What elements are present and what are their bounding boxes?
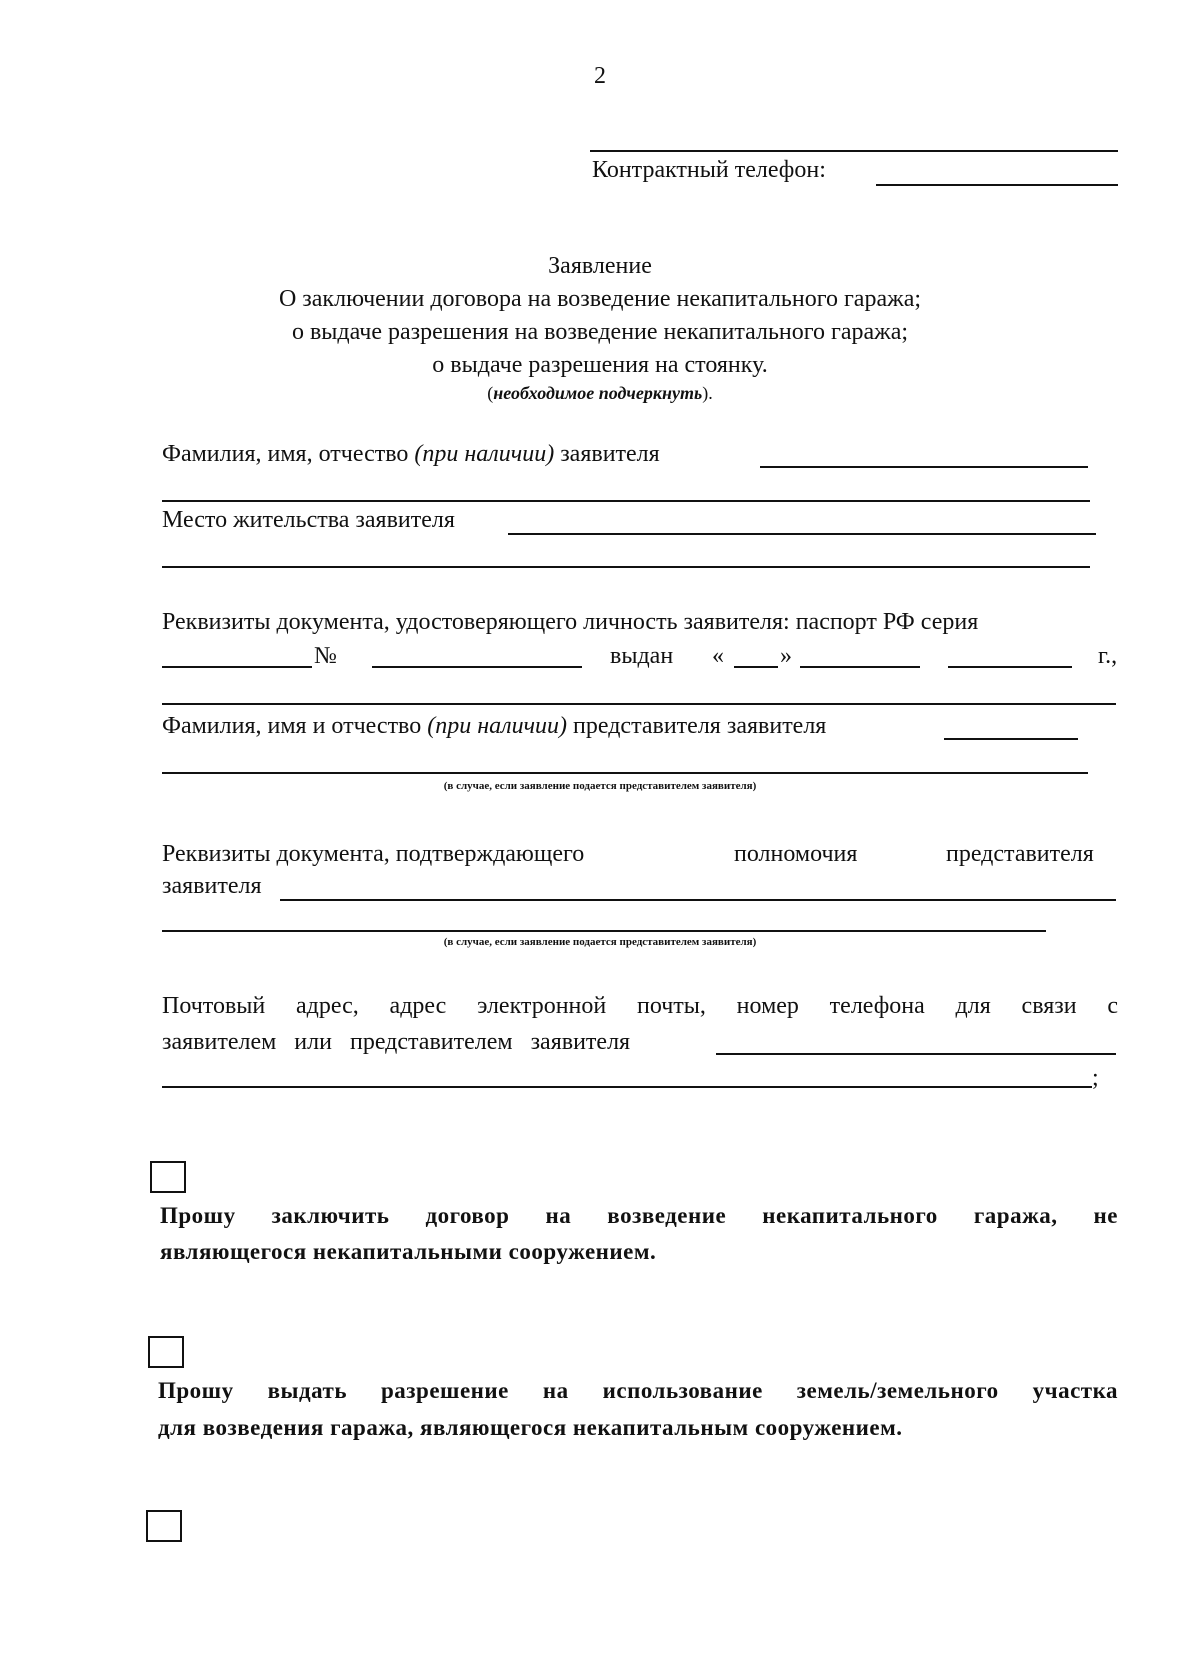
option-1-text-2: являющегося некапитальными сооружением. <box>160 1239 657 1264</box>
passport-series-field[interactable] <box>162 666 312 668</box>
issue-day-field[interactable] <box>734 666 778 668</box>
rep-doc-field[interactable] <box>280 899 1116 901</box>
option-2-text-2: для возведения гаража, являющегося некапитальным сооружением. <box>158 1415 903 1440</box>
issued-by-field[interactable] <box>162 703 1116 705</box>
issue-month-field[interactable] <box>800 666 920 668</box>
title-note: (необходимое подчеркнуть). <box>487 383 713 403</box>
year-suffix: г., <box>1098 643 1118 669</box>
contact-label-2: заявителем или представителем заявителя <box>162 1029 631 1055</box>
rep-name-note: (в случае, если заявление подается представителем заявителя) <box>443 780 757 792</box>
title-line-1: О заключении договора на возведение некапитального гаража; <box>278 286 922 312</box>
page-number: 2 <box>594 63 606 89</box>
applicant-name-field[interactable] <box>760 466 1088 468</box>
rep-doc-note: (в случае, если заявление подается представителем заявителя) <box>443 936 757 948</box>
number-sign: № <box>314 643 337 669</box>
quote-close: » <box>780 643 792 669</box>
issue-year-field[interactable] <box>948 666 1072 668</box>
option-1-checkbox[interactable] <box>150 1161 186 1193</box>
rep-doc-label-c: представителя <box>946 841 1094 867</box>
residence-label: Место жительства заявителя <box>162 507 455 533</box>
residence-field-2[interactable] <box>162 566 1090 568</box>
doc-heading: Заявление <box>548 253 652 279</box>
applicant-name-field-2[interactable] <box>162 500 1090 502</box>
passport-number-field[interactable] <box>372 666 582 668</box>
contact-label-1: Почтовый адрес, адрес электронной почты, номер телефона для связи с <box>162 993 1118 1019</box>
option-2-text-1: Прошу выдать разрешение на использование земель/земельного участка <box>158 1378 1118 1403</box>
issued-label: выдан <box>610 643 674 669</box>
quote-open: « <box>712 643 724 669</box>
rep-name-label: Фамилия, имя и отчество (при наличии) представителя заявителя <box>162 713 827 739</box>
rep-name-field[interactable] <box>944 738 1078 740</box>
option-2-checkbox[interactable] <box>148 1336 184 1368</box>
rep-doc-label-b: полномочия <box>734 841 858 867</box>
applicant-name-label: Фамилия, имя, отчество (при наличии) заявителя <box>162 441 660 467</box>
title-line-3: о выдаче разрешения на стоянку. <box>432 352 768 378</box>
rep-doc-label-2: заявителя <box>162 873 262 899</box>
rep-doc-field-2[interactable] <box>162 930 1046 932</box>
title-line-2: о выдаче разрешения на возведение некапитального гаража; <box>291 319 909 345</box>
rep-doc-label-a: Реквизиты документа, подтверждающего <box>162 841 585 867</box>
id-doc-label: Реквизиты документа, удостоверяющего личность заявителя: паспорт РФ серия <box>162 609 979 635</box>
rep-name-field-2[interactable] <box>162 772 1088 774</box>
residence-field[interactable] <box>508 533 1096 535</box>
option-3-checkbox[interactable] <box>146 1510 182 1542</box>
phone-field[interactable] <box>876 184 1118 186</box>
contact-field[interactable] <box>716 1053 1116 1055</box>
contact-field-2[interactable] <box>162 1086 1092 1088</box>
contact-end: ; <box>1092 1065 1099 1091</box>
option-1-text-1: Прошу заключить договор на возведение некапитального гаража, не <box>160 1203 1118 1228</box>
header-blank-line[interactable] <box>590 150 1118 152</box>
phone-label: Контрактный телефон: <box>592 157 826 183</box>
